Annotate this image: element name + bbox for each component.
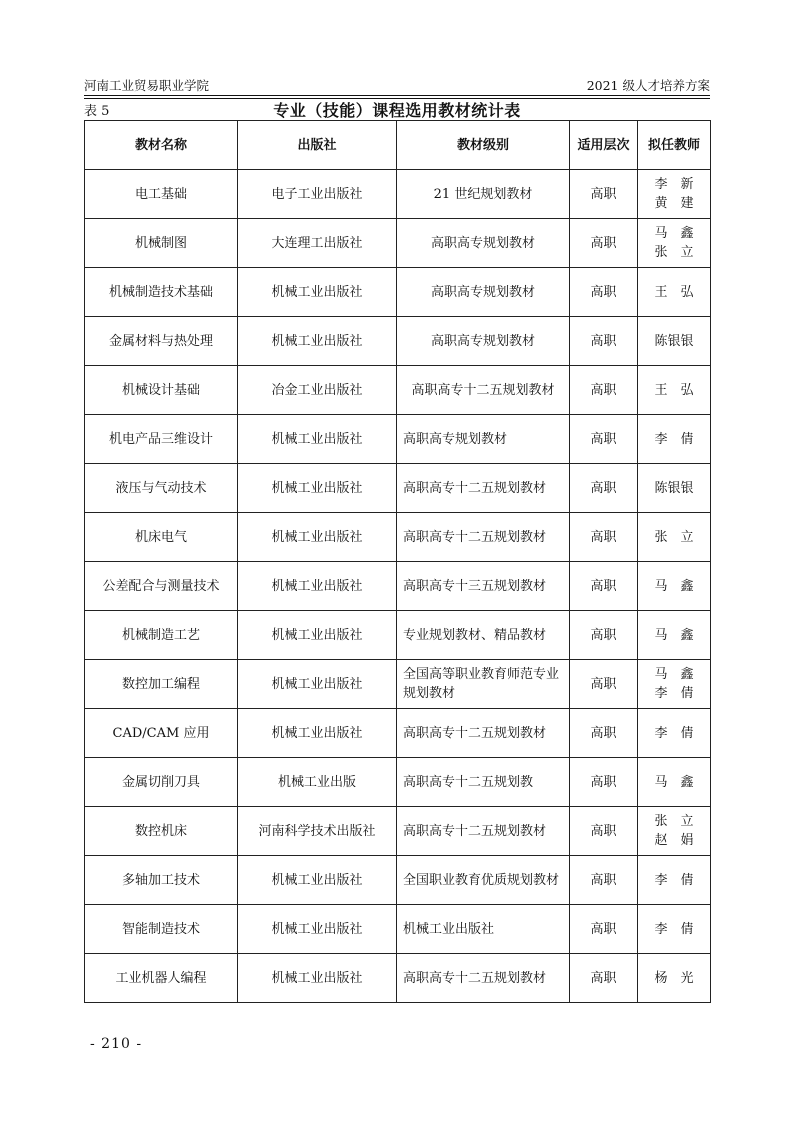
cell-teachers — [638, 856, 711, 905]
header-school: 河南工业贸易职业学院 — [84, 78, 210, 93]
cell-publisher: 机械工业出版社 — [238, 415, 397, 464]
teacher-name: 黄 建 — [654, 196, 694, 211]
running-header — [84, 77, 710, 95]
cell-level: 高职高专十二五规划教材 — [397, 366, 570, 415]
cell-publisher: 机械工业出版社 — [238, 856, 397, 905]
table-row — [85, 758, 711, 807]
cell-level: 机械工业出版社 — [397, 905, 570, 954]
cell-publisher: 机械工业出版社 — [238, 954, 397, 1003]
cell-textbook-name: 多轴加工技术 — [85, 856, 238, 905]
cell-level: 全国高等职业教育师范专业规划教材 — [397, 660, 570, 709]
table-row — [85, 415, 711, 464]
cell-level: 高职高专规划教材 — [397, 268, 570, 317]
table-row — [85, 954, 711, 1003]
teacher-name: 张 立 — [654, 529, 694, 545]
cell-tier: 高职 — [570, 317, 638, 366]
cell-tier: 高职 — [570, 268, 638, 317]
cell-tier: 高职 — [570, 611, 638, 660]
teacher-name: 马 鑫 — [654, 774, 694, 790]
table-body — [85, 170, 711, 1003]
cell-textbook-name: 机床电气 — [85, 513, 238, 562]
cell-tier: 高职 — [570, 219, 638, 268]
cell-tier: 高职 — [570, 464, 638, 513]
table-label: 表 5 — [84, 104, 110, 119]
cell-teachers — [638, 513, 711, 562]
cell-publisher: 机械工业出版社 — [238, 513, 397, 562]
cell-teachers — [638, 562, 711, 611]
cell-publisher: 机械工业出版社 — [238, 562, 397, 611]
table-title: 专业（技能）课程选用教材统计表 — [273, 101, 521, 120]
teacher-name: 李 倩 — [654, 725, 694, 741]
cell-level: 高职高专规划教材 — [397, 317, 570, 366]
cell-publisher: 机械工业出版社 — [238, 660, 397, 709]
cell-level: 高职高专十二五规划教材 — [397, 513, 570, 562]
table-row — [85, 562, 711, 611]
cell-publisher: 机械工业出版社 — [238, 709, 397, 758]
col-header-level: 教材级别 — [397, 121, 570, 170]
cell-tier: 高职 — [570, 415, 638, 464]
cell-level: 高职高专十二五规划教材 — [397, 709, 570, 758]
teacher-name: 杨 光 — [654, 970, 694, 986]
cell-tier: 高职 — [570, 170, 638, 219]
col-header-teacher: 拟任教师 — [638, 121, 711, 170]
cell-textbook-name: 机电产品三维设计 — [85, 415, 238, 464]
cell-publisher: 河南科学技术出版社 — [238, 807, 397, 856]
cell-textbook-name: 电工基础 — [85, 170, 238, 219]
table-row — [85, 660, 711, 709]
cell-teachers — [638, 366, 711, 415]
cell-teachers — [638, 170, 711, 219]
teacher-name: 王 弘 — [654, 382, 694, 398]
cell-publisher: 机械工业出版社 — [238, 905, 397, 954]
teacher-name: 马 鑫 — [654, 667, 694, 682]
cell-level: 高职高专十二五规划教 — [397, 758, 570, 807]
cell-tier: 高职 — [570, 758, 638, 807]
table-header-row — [85, 121, 711, 170]
table-row — [85, 317, 711, 366]
teacher-name: 马 鑫 — [654, 226, 694, 241]
table-row — [85, 611, 711, 660]
cell-publisher: 电子工业出版社 — [238, 170, 397, 219]
teacher-name: 王 弘 — [654, 284, 694, 300]
cell-textbook-name: 数控加工编程 — [85, 660, 238, 709]
cell-teachers — [638, 611, 711, 660]
cell-tier: 高职 — [570, 513, 638, 562]
cell-publisher: 机械工业出版 — [238, 758, 397, 807]
col-header-publisher: 出版社 — [238, 121, 397, 170]
cell-textbook-name: 数控机床 — [85, 807, 238, 856]
cell-tier: 高职 — [570, 366, 638, 415]
cell-tier: 高职 — [570, 905, 638, 954]
cell-level: 高职高专规划教材 — [397, 415, 570, 464]
cell-level: 高职高专十二五规划教材 — [397, 954, 570, 1003]
cell-textbook-name: 机械制造工艺 — [85, 611, 238, 660]
cell-tier: 高职 — [570, 660, 638, 709]
header-rule-thick — [84, 95, 710, 96]
cell-teachers — [638, 219, 711, 268]
cell-teachers — [638, 709, 711, 758]
cell-level: 21 世纪规划教材 — [397, 170, 570, 219]
textbook-table — [84, 120, 711, 1003]
teacher-name: 李 倩 — [654, 921, 694, 937]
table-row — [85, 513, 711, 562]
cell-textbook-name: 机械制造技术基础 — [85, 268, 238, 317]
cell-textbook-name: 工业机器人编程 — [85, 954, 238, 1003]
cell-tier: 高职 — [570, 954, 638, 1003]
teacher-name: 陈银银 — [654, 333, 694, 349]
teacher-name: 李 倩 — [654, 431, 694, 447]
cell-level: 全国职业教育优质规划教材 — [397, 856, 570, 905]
teacher-name: 张 立 — [654, 814, 694, 829]
table-row — [85, 709, 711, 758]
cell-textbook-name: CAD/CAM 应用 — [85, 709, 238, 758]
teacher-name: 张 立 — [654, 245, 694, 260]
page-number: - 210 - — [90, 1036, 143, 1052]
cell-textbook-name: 机械制图 — [85, 219, 238, 268]
cell-teachers — [638, 758, 711, 807]
cell-textbook-name: 智能制造技术 — [85, 905, 238, 954]
col-header-name: 教材名称 — [85, 121, 238, 170]
cell-level: 高职高专十三五规划教材 — [397, 562, 570, 611]
col-header-tier: 适用层次 — [570, 121, 638, 170]
teacher-name: 马 鑫 — [654, 578, 694, 594]
cell-publisher: 机械工业出版社 — [238, 317, 397, 366]
cell-teachers — [638, 660, 711, 709]
cell-textbook-name: 液压与气动技术 — [85, 464, 238, 513]
teacher-name: 李 倩 — [654, 686, 694, 701]
cell-teachers — [638, 905, 711, 954]
table-row — [85, 268, 711, 317]
cell-teachers — [638, 807, 711, 856]
cell-teachers — [638, 415, 711, 464]
cell-level: 高职高专十二五规划教材 — [397, 464, 570, 513]
table-row — [85, 905, 711, 954]
header-plan: 2021 级人才培养方案 — [586, 78, 710, 93]
table-row — [85, 219, 711, 268]
cell-publisher: 机械工业出版社 — [238, 464, 397, 513]
cell-teachers — [638, 464, 711, 513]
cell-teachers — [638, 317, 711, 366]
header-rule-thin — [84, 98, 710, 99]
cell-tier: 高职 — [570, 709, 638, 758]
cell-level: 高职高专规划教材 — [397, 219, 570, 268]
cell-level: 专业规划教材、精品教材 — [397, 611, 570, 660]
cell-textbook-name: 金属材料与热处理 — [85, 317, 238, 366]
cell-tier: 高职 — [570, 807, 638, 856]
cell-textbook-name: 公差配合与测量技术 — [85, 562, 238, 611]
teacher-name: 李 倩 — [654, 872, 694, 888]
cell-publisher: 大连理工出版社 — [238, 219, 397, 268]
table-row — [85, 366, 711, 415]
table-row — [85, 807, 711, 856]
table-row — [85, 856, 711, 905]
cell-level: 高职高专十二五规划教材 — [397, 807, 570, 856]
table-row — [85, 170, 711, 219]
cell-teachers — [638, 954, 711, 1003]
cell-publisher: 机械工业出版社 — [238, 611, 397, 660]
cell-publisher: 机械工业出版社 — [238, 268, 397, 317]
teacher-name: 赵 娟 — [654, 833, 694, 848]
cell-textbook-name: 金属切削刀具 — [85, 758, 238, 807]
cell-textbook-name: 机械设计基础 — [85, 366, 238, 415]
table-row — [85, 464, 711, 513]
cell-publisher: 冶金工业出版社 — [238, 366, 397, 415]
cell-teachers — [638, 268, 711, 317]
cell-tier: 高职 — [570, 856, 638, 905]
teacher-name: 陈银银 — [654, 480, 694, 496]
cell-tier: 高职 — [570, 562, 638, 611]
teacher-name: 马 鑫 — [654, 627, 694, 643]
teacher-name: 李 新 — [654, 177, 694, 192]
